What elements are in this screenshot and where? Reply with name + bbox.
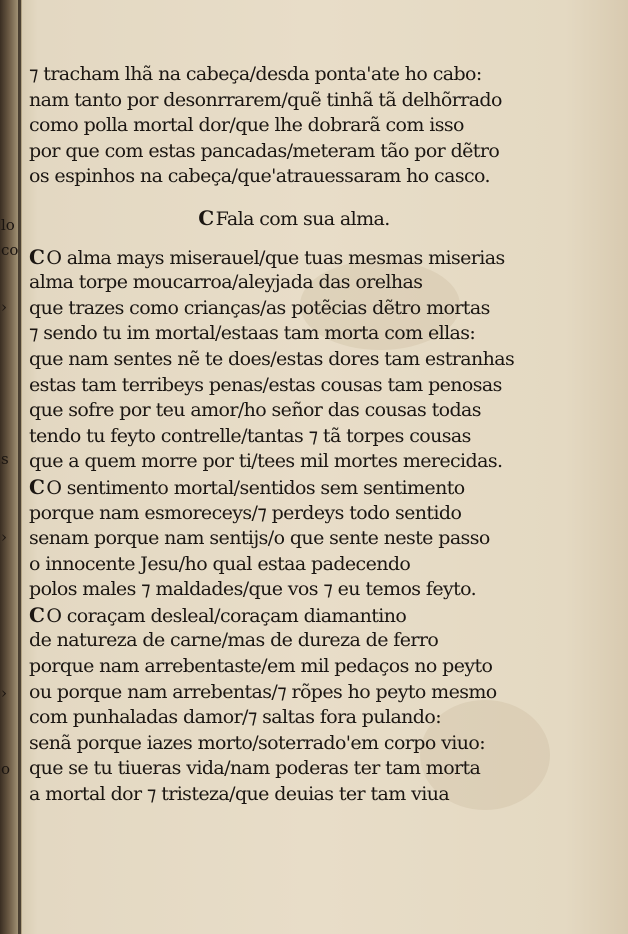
line-text: O sentimento mortal/sentidos sem sentimento bbox=[46, 476, 465, 499]
pilcrow-mark: C bbox=[29, 602, 45, 627]
text-line: o innocente Jesu/ho qual estaa padecendo bbox=[29, 552, 411, 575]
margin-mark: › bbox=[1, 298, 7, 316]
text-line: como polla mortal dor/que lhe dobrarã com isso bbox=[29, 114, 464, 137]
text-line: nam tanto por desonrrarem/quẽ tinhã tã delhõrrado bbox=[29, 88, 502, 111]
text-line: alma torpe moucarroa/aleyjada das orelhas bbox=[29, 271, 423, 294]
text-line: de natureza de carne/mas de dureza de ferro bbox=[29, 629, 439, 652]
text-line: polos males ⁊ maldades/que vos ⁊ eu temos feyto. bbox=[29, 578, 477, 601]
text-line: senam porque nam sentijs/o que sente neste passo bbox=[29, 527, 490, 550]
gutter-edge bbox=[18, 0, 21, 934]
margin-mark: co bbox=[1, 241, 19, 259]
text-line: por que com estas pancadas/meteram tão por dẽtro bbox=[29, 139, 500, 162]
text-line: que trazes como crianças/as potẽcias dẽtro mortas bbox=[29, 296, 490, 319]
text-line bbox=[29, 603, 559, 629]
section-heading bbox=[29, 206, 559, 233]
line-text: O coraçam desleal/coraçam diamantino bbox=[46, 604, 407, 627]
text-line: que se tu tiueras vida/nam poderas ter tam morta bbox=[29, 757, 481, 780]
text-line: a mortal dor ⁊ tristeza/que deuias ter tam viua bbox=[29, 783, 450, 806]
text-line: tendo tu feyto contrelle/tantas ⁊ tã torpes cousas bbox=[29, 424, 471, 447]
text-line: que a quem morre por ti/tees mil mortes merecidas. bbox=[29, 450, 503, 473]
paragraph bbox=[29, 475, 559, 603]
margin-marks bbox=[0, 0, 19, 934]
text-line: porque nam arrebentaste/em mil pedaços no peyto bbox=[29, 655, 493, 678]
heading-text: Fala com sua alma. bbox=[215, 207, 390, 230]
text-line: que nam sentes nẽ te does/estas dores tam estranhas bbox=[29, 347, 515, 370]
text-line bbox=[29, 245, 559, 271]
text-line: porque nam esmoreceys/⁊ perdeys todo sentido bbox=[29, 501, 462, 524]
text-line: os espinhos na cabeça/que'atrauessaram ho casco. bbox=[29, 165, 490, 188]
margin-mark: lo bbox=[1, 216, 15, 234]
pilcrow-mark: C bbox=[29, 474, 45, 499]
text-line: estas tam terribeys penas/estas cousas tam penosas bbox=[29, 373, 502, 396]
paragraph bbox=[29, 245, 559, 475]
text-line: com punhaladas damor/⁊ saltas fora pulando: bbox=[29, 706, 442, 729]
body-text bbox=[29, 62, 559, 808]
pilcrow-mark: C bbox=[29, 244, 45, 269]
pilcrow-mark: C bbox=[198, 205, 214, 230]
line-text: O alma mays miserauel/que tuas mesmas miserias bbox=[46, 246, 505, 269]
text-line: ou porque nam arrebentas/⁊ rõpes ho peyto mesmo bbox=[29, 680, 497, 703]
opening-passage bbox=[29, 62, 559, 190]
margin-mark: s bbox=[1, 450, 9, 468]
text-line: que sofre por teu amor/ho señor das cousas todas bbox=[29, 399, 481, 422]
margin-mark: › bbox=[1, 528, 7, 546]
margin-mark: › bbox=[1, 684, 7, 702]
text-line: ⁊ sendo tu im mortal/estaas tam morta com ellas: bbox=[29, 322, 476, 345]
margin-mark: o bbox=[1, 760, 11, 778]
text-line: senã porque iazes morto/soterrado'em corpo viuo: bbox=[29, 731, 486, 754]
paragraph bbox=[29, 603, 559, 808]
text-line: ⁊ tracham lhã na cabeça/desda ponta'ate ho cabo: bbox=[29, 63, 482, 85]
text-line bbox=[29, 475, 559, 501]
